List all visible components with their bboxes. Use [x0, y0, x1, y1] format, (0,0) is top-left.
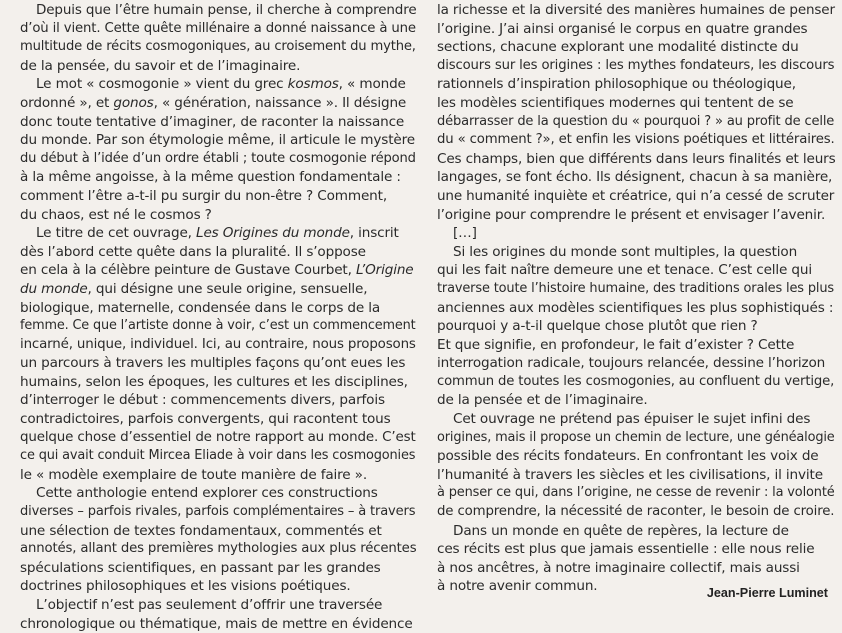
- text-segment: , qui désigne une seule origine, sensuelle,: [87, 280, 368, 297]
- text-line: [437, 447, 835, 466]
- text-line: [20, 224, 416, 243]
- text-segment: l’origine. J’ai ainsi organisé le corpus en quatre grandes: [437, 20, 808, 37]
- text-line: [437, 522, 835, 541]
- text-segment: , inscrit: [349, 225, 399, 242]
- text-segment: débarrasser de la question du « pourquoi ? » au profit de celle: [437, 113, 835, 129]
- text-line: [20, 503, 416, 522]
- text-line: [20, 540, 416, 559]
- text-line: [437, 243, 835, 262]
- text-line: [437, 559, 835, 578]
- text-segment: langages, se font écho. Ils désignent, chacun à sa manière,: [437, 169, 833, 186]
- text-line: [20, 336, 416, 355]
- text-segment: Si les origines du monde sont multiples, la question: [453, 243, 798, 260]
- text-segment: dès l’abord cette quête dans la pluralité. Il s’oppose: [20, 243, 366, 260]
- text-line: [20, 187, 416, 206]
- text-segment: une sélection de textes fondamentaux, commentés et: [20, 522, 382, 539]
- text-segment: L’objectif n’est pas seulement d’offrir une traversée: [36, 597, 383, 613]
- text-segment: Le titre de cet ouvrage,: [36, 225, 197, 242]
- text-segment: de la pensée et de l’imaginaire.: [437, 392, 648, 409]
- text-segment: de la pensée, du savoir et de l’imaginaire.: [20, 57, 301, 74]
- text-line: [20, 447, 416, 466]
- text-segment: Dans un monde en quête de repères, la lecture de: [453, 522, 789, 539]
- text-line: [437, 113, 835, 132]
- text-line: [20, 354, 416, 373]
- text-segment: anciennes aux modèles scientifiques les plus sophistiqués :: [437, 299, 834, 316]
- text-segment: traverse toute l’histoire humaine, des traditions orales les plus: [437, 280, 834, 296]
- text-line: [437, 168, 835, 187]
- text-segment: d’où il vient. Cette quête millénaire a donné naissance à une: [20, 20, 416, 36]
- author-signature: Jean-Pierre Luminet: [706, 586, 828, 600]
- text-line: [20, 57, 416, 76]
- text-line: [20, 261, 416, 280]
- text-segment: […]: [453, 225, 477, 242]
- text-line: [20, 94, 416, 113]
- text-segment: une humanité inquiète et créatrice, qui n’a cessé de scruter: [437, 187, 835, 204]
- text-line: [437, 1, 835, 20]
- italic-text: Les Origines du monde: [196, 225, 350, 242]
- italic-text: kosmos: [287, 76, 339, 93]
- text-line: [20, 75, 416, 94]
- text-segment: un parcours à travers les multiples façons qu’ont eues les: [20, 355, 406, 372]
- text-segment: quelque chose d’essentiel de notre rapport au monde. C’est: [20, 429, 416, 445]
- text-line: [20, 113, 416, 132]
- text-segment: l’humanité à travers les siècles et les civilisations, il invite: [437, 466, 823, 483]
- text-segment: commun de toutes les cosmogonies, au confluent du vertige,: [437, 373, 835, 389]
- text-segment: ce qui avait conduit Mircea Eliade à voir dans les cosmogonies: [20, 448, 416, 464]
- text-segment: à nos ancêtres, à notre imaginaire collectif, mais aussi: [437, 559, 800, 576]
- text-segment: à penser ce qui, dans l’origine, ne cesse de revenir : la volonté: [437, 485, 835, 501]
- text-line: [437, 94, 835, 113]
- text-line: [20, 280, 416, 299]
- text-line: [437, 317, 835, 336]
- text-line: [437, 410, 835, 429]
- text-segment: chronologique ou thématique, mais de mettre en évidence: [20, 615, 413, 632]
- text-segment: Depuis que l’être humain pense, il cherche à comprendre: [36, 2, 417, 18]
- text-segment: incarné, unique, individuel. Ici, au contraire, nous proposons: [20, 336, 416, 352]
- text-line: [437, 20, 835, 39]
- text-line: [437, 224, 835, 243]
- text-segment: Ces champs, bien que différents dans leurs finalités et leurs: [437, 150, 836, 167]
- text-segment: possible des récits fondateurs. En confrontant les voix de: [437, 448, 819, 465]
- text-line: [20, 38, 416, 57]
- text-line: [20, 131, 416, 150]
- text-line: [437, 75, 835, 94]
- text-segment: ordonné », et: [20, 94, 114, 111]
- text-segment: annotés, allant des premières mythologies aux plus récentes: [20, 541, 417, 557]
- text-line: [437, 57, 835, 76]
- text-line: [20, 429, 416, 448]
- right-text-column: [437, 1, 835, 596]
- text-segment: , « monde: [338, 76, 406, 93]
- text-segment: à la même angoisse, à la même question fondamentale :: [20, 169, 401, 186]
- text-segment: biologique, maternelle, condensée dans le corps de la: [20, 299, 381, 316]
- italic-text: du monde: [20, 280, 88, 297]
- text-segment: rationnels d’inspiration philosophique ou théologique,: [437, 76, 796, 93]
- text-line: [20, 317, 416, 336]
- text-line: [437, 466, 835, 485]
- text-segment: ces récits est plus que jamais essentielle : elle nous relie: [437, 541, 815, 558]
- text-segment: Le mot « cosmogonie » vient du grec: [36, 76, 288, 93]
- text-segment: qui les fait naître demeure une et tenace. C’est celle qui: [437, 262, 812, 279]
- text-segment: du monde. Par son étymologie même, il articule le mystère: [20, 132, 415, 149]
- text-segment: , « génération, naissance ». Il désigne: [153, 94, 407, 111]
- text-line: [437, 373, 835, 392]
- text-line: [20, 596, 416, 615]
- text-line: [20, 20, 416, 39]
- text-segment: Cette anthologie entend explorer ces constructions: [36, 485, 378, 502]
- text-line: [437, 429, 835, 448]
- text-line: [20, 466, 416, 485]
- text-line: [20, 1, 416, 20]
- text-line: [20, 615, 416, 633]
- text-line: [437, 299, 835, 318]
- text-segment: origines, mais il propose un chemin de lecture, une généalogie: [437, 429, 835, 445]
- text-segment: les modèles scientifiques modernes qui tentent de se: [437, 94, 794, 111]
- text-segment: du chaos, est né le cosmos ?: [20, 206, 212, 223]
- text-segment: contradictoires, parfois convergents, qui racontent tous: [20, 411, 391, 428]
- text-segment: Et que signifie, en profondeur, le fait d’exister ? Cette: [437, 336, 795, 353]
- text-segment: interrogation radicale, toujours relancée, dessine l’horizon: [437, 355, 826, 372]
- text-line: [437, 187, 835, 206]
- text-segment: diverses – parfois rivales, parfois complémentaires – à travers: [20, 504, 416, 520]
- text-line: [20, 150, 416, 169]
- text-segment: spéculations scientifiques, en passant par les grandes: [20, 559, 381, 576]
- text-line: [437, 354, 835, 373]
- left-text-column: [20, 1, 416, 633]
- text-segment: la richesse et la diversité des manières humaines de penser: [437, 2, 835, 18]
- text-segment: Cet ouvrage ne prétend pas épuiser le sujet infini des: [453, 411, 811, 428]
- text-line: [437, 206, 835, 225]
- text-line: [437, 280, 835, 299]
- text-segment: humains, selon les époques, les cultures et les disciplines,: [20, 373, 408, 390]
- text-segment: discours sur les origines : les mythes fondateurs, les discours: [437, 57, 835, 73]
- text-segment: sections, chacune explorant une modalité distincte du: [437, 39, 799, 56]
- text-segment: doctrines philosophiques et les visions poétiques.: [20, 578, 351, 595]
- text-line: [437, 150, 835, 169]
- text-line: [20, 206, 416, 225]
- text-line: [20, 243, 416, 262]
- text-line: [437, 131, 835, 150]
- text-line: [437, 540, 835, 559]
- text-line: [437, 261, 835, 280]
- text-segment: femme. Ce que l’artiste donne à voir, c’est un commencement: [20, 318, 416, 334]
- text-line: [20, 410, 416, 429]
- text-line: [20, 484, 416, 503]
- text-line: [437, 38, 835, 57]
- text-line: [20, 559, 416, 578]
- text-line: [437, 391, 835, 410]
- italic-text: gonos: [113, 94, 154, 111]
- text-segment: donc toute tentative d’imaginer, de raconter la naissance: [20, 113, 405, 130]
- text-segment: l’origine pour comprendre le présent et envisager l’avenir.: [437, 206, 826, 223]
- text-segment: d’interroger le début : commencements divers, parfois: [20, 392, 385, 409]
- text-segment: en cela à la célèbre peinture de Gustave Courbet,: [20, 262, 356, 279]
- text-line: [20, 373, 416, 392]
- text-line: [20, 577, 416, 596]
- text-segment: le « modèle exemplaire de toute manière de faire ».: [20, 466, 368, 483]
- text-segment: de comprendre, la nécessité de raconter, le besoin de croire.: [437, 504, 835, 520]
- text-line: [20, 299, 416, 318]
- italic-text: L’Origine: [355, 262, 414, 279]
- text-line: [437, 336, 835, 355]
- text-line: [20, 522, 416, 541]
- text-line: [437, 484, 835, 503]
- text-segment: du début à l’idée d’un ordre établi ; toute cosmogonie répond: [20, 150, 416, 166]
- text-line: [437, 503, 835, 522]
- text-line: [20, 391, 416, 410]
- text-segment: pourquoi y a-t-il quelque chose plutôt que rien ?: [437, 318, 758, 335]
- text-segment: à notre avenir commun.: [437, 578, 598, 595]
- text-line: [20, 168, 416, 187]
- text-segment: multitude de récits cosmogoniques, au croisement du mythe,: [20, 39, 416, 55]
- text-segment: comment l’être a-t-il pu surgir du non-être ? Comment,: [20, 187, 387, 204]
- text-segment: du « comment ?», et enfin les visions poétiques et littéraires.: [437, 132, 835, 148]
